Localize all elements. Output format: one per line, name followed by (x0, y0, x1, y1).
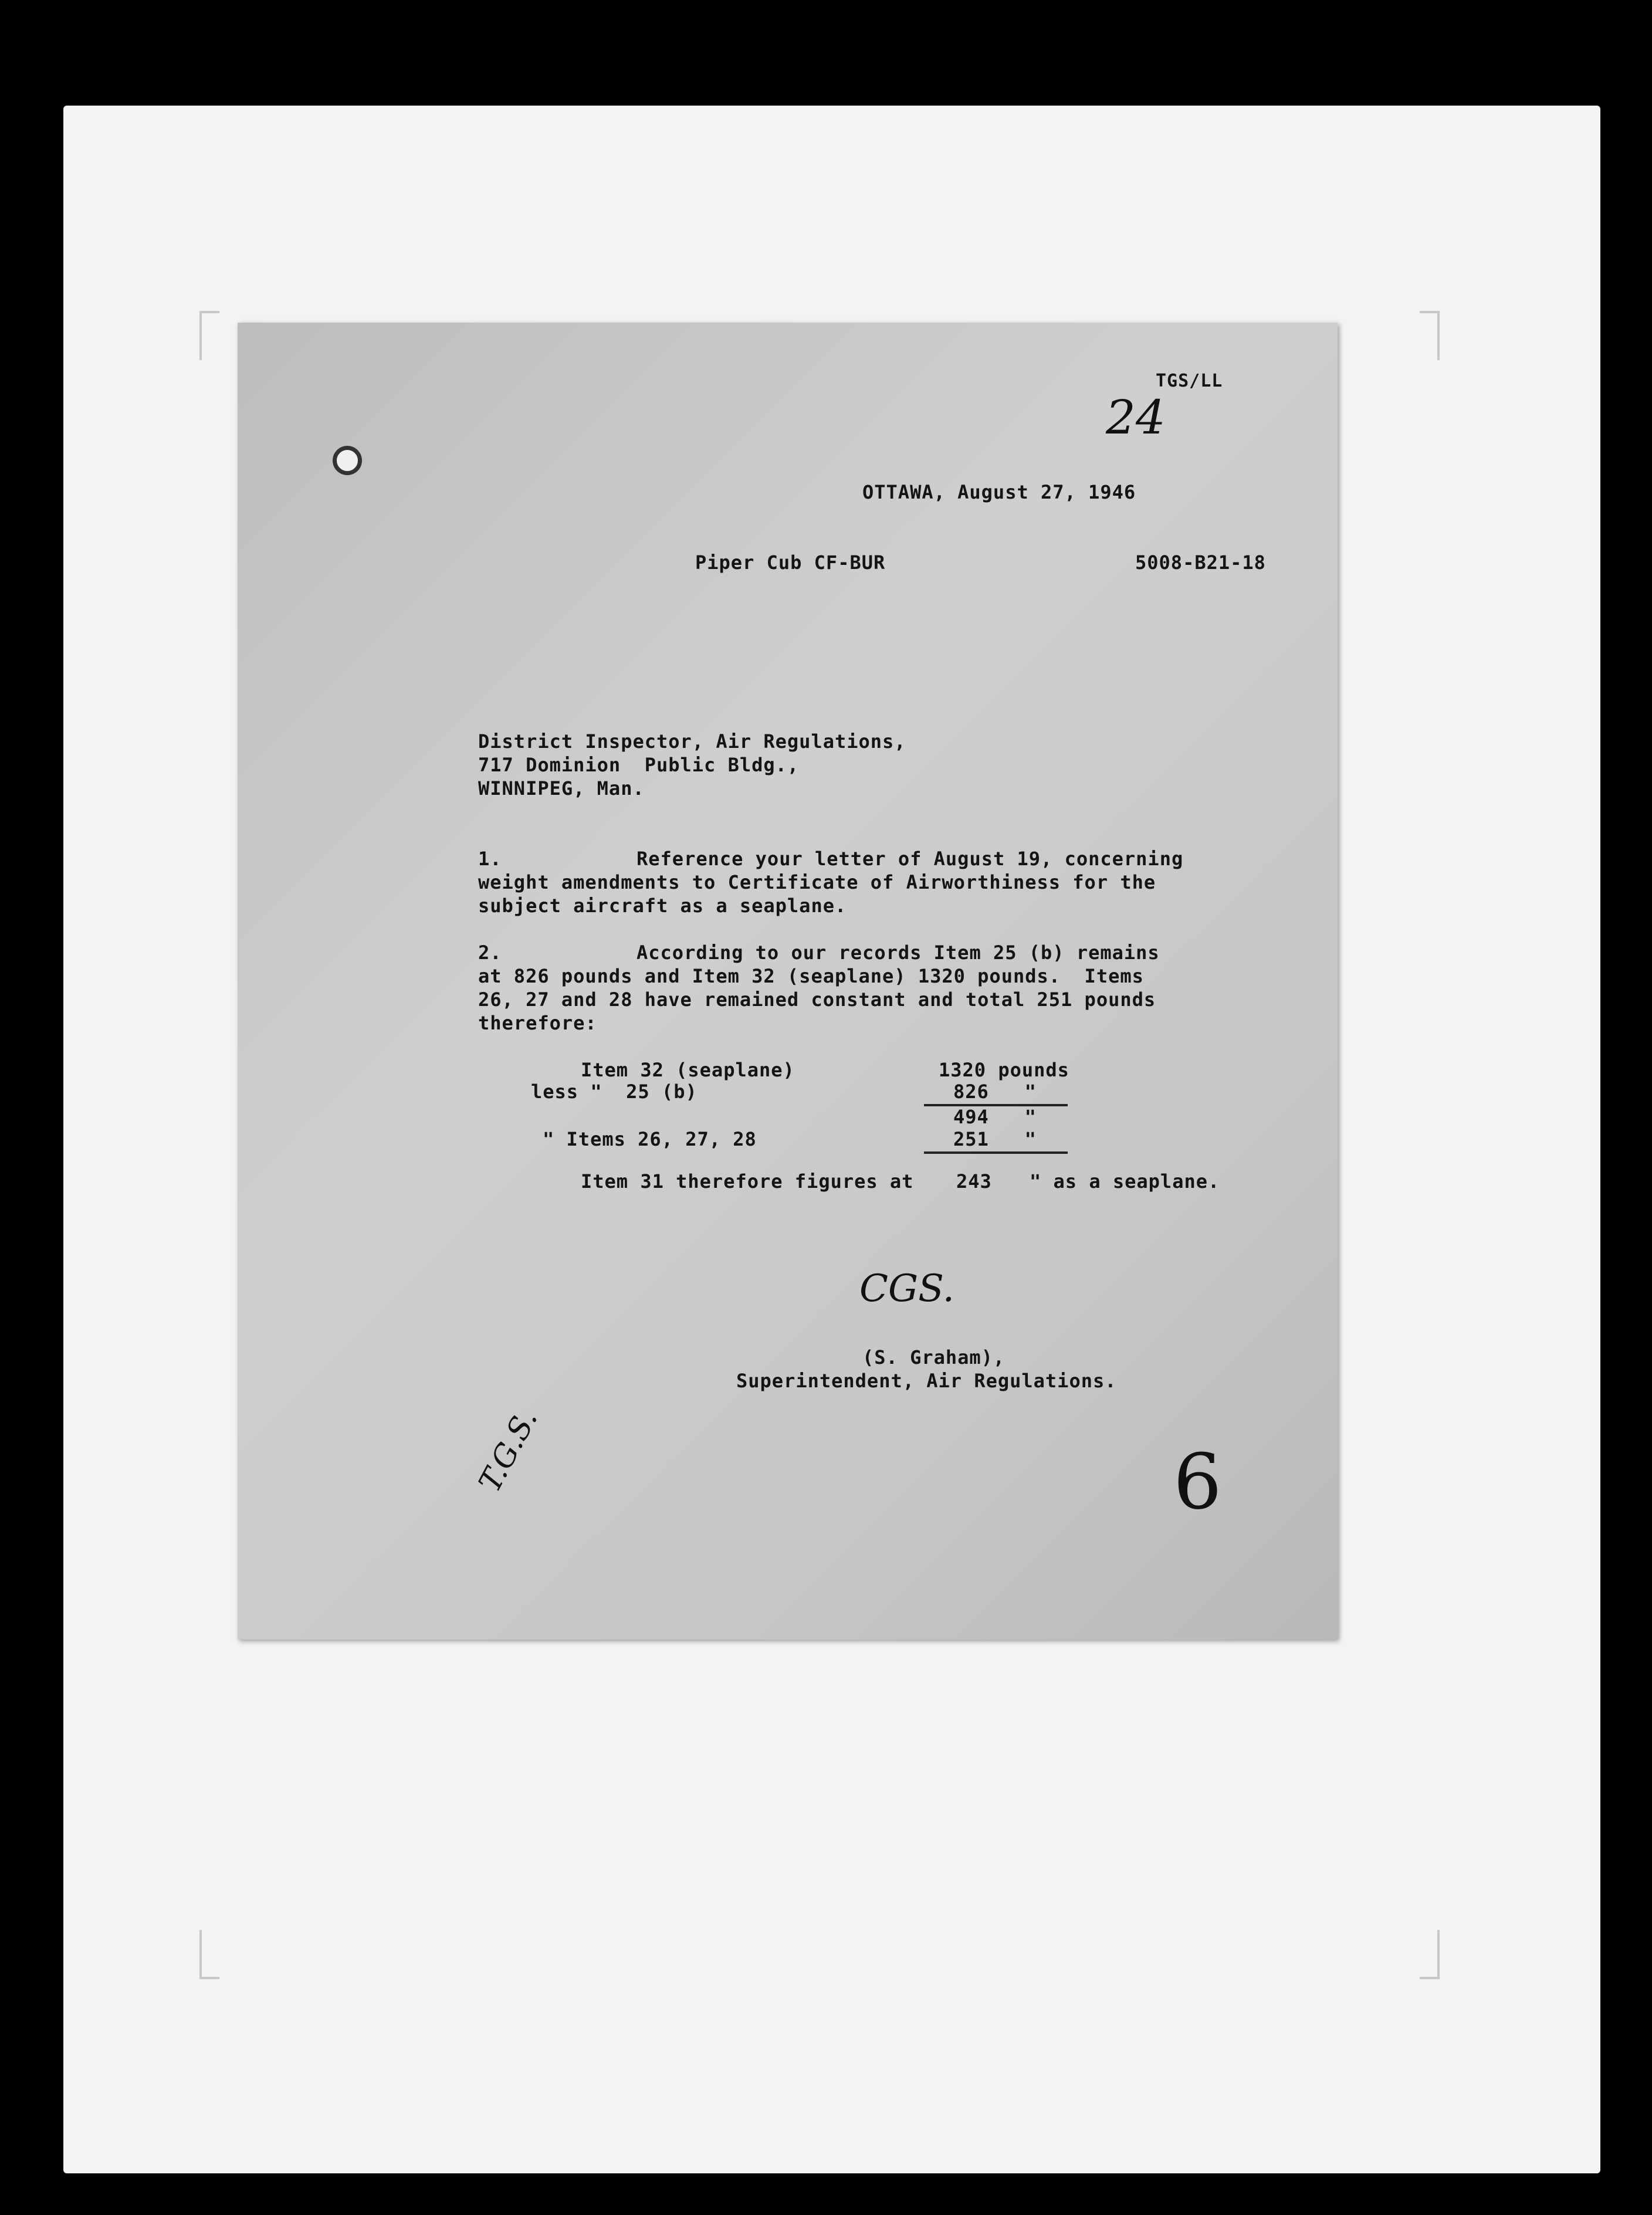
reference-initials: TGS/LL (1156, 371, 1223, 391)
calc-value: 251 " (953, 1128, 1037, 1150)
folio-number: 24 (1106, 390, 1166, 445)
paragraph-line: 26, 27 and 28 have remained constant and total 251 pounds (478, 988, 1156, 1011)
crop-mark-bottom-left (199, 1930, 219, 1979)
signatory-title: Superintendent, Air Regulations. (736, 1370, 1117, 1392)
calc-label: less " 25 (b) (531, 1081, 698, 1103)
paragraph-number: 2. (478, 941, 502, 964)
paragraph-line: at 826 pounds and Item 32 (seaplane) 1320 pounds. Items (478, 965, 1144, 987)
result-suffix: " as a seaplane. (1030, 1170, 1220, 1193)
paragraph-line: subject aircraft as a seaplane. (478, 895, 847, 917)
signature-initials: CGS. (859, 1267, 954, 1310)
calc-value: 826 " (953, 1081, 1037, 1103)
address-line: District Inspector, Air Regulations, (478, 730, 906, 753)
initials-bottom-left: T.G.S. (472, 1403, 545, 1498)
paragraph-number: 1. (478, 848, 502, 870)
sum-rule (924, 1151, 1068, 1154)
address-line: 717 Dominion Public Bldg., (478, 754, 800, 776)
paragraph-line: weight amendments to Certificate of Airworthiness for the (478, 871, 1156, 893)
paragraph-line: therefore: (478, 1012, 597, 1034)
punch-hole (333, 446, 362, 475)
calc-label: " Items 26, 27, 28 (543, 1128, 757, 1150)
subject-line: Piper Cub CF-BUR (695, 551, 886, 574)
address-line: WINNIPEG, Man. (478, 777, 645, 800)
corner-mark: 6 (1173, 1437, 1222, 1526)
file-number: 5008-B21-18 (1135, 551, 1266, 574)
crop-mark-top-right (1420, 311, 1440, 360)
paragraph-line: According to our records Item 25 (b) remains (637, 941, 1160, 964)
result-value: 243 (956, 1170, 992, 1193)
result-label: Item 31 therefore figures at (581, 1170, 914, 1193)
signatory-name: (S. Graham), (862, 1346, 1006, 1369)
crop-mark-top-left (199, 311, 219, 360)
paragraph-line: Reference your letter of August 19, concerning (637, 848, 1184, 870)
calc-value: 1320 pounds (939, 1059, 1069, 1081)
place-date: OTTAWA, August 27, 1946 (862, 481, 1136, 503)
crop-mark-bottom-right (1420, 1930, 1440, 1979)
calc-label: Item 32 (seaplane) (581, 1059, 795, 1081)
calc-value: 494 " (953, 1106, 1037, 1128)
letter-sheet (238, 323, 1338, 1640)
